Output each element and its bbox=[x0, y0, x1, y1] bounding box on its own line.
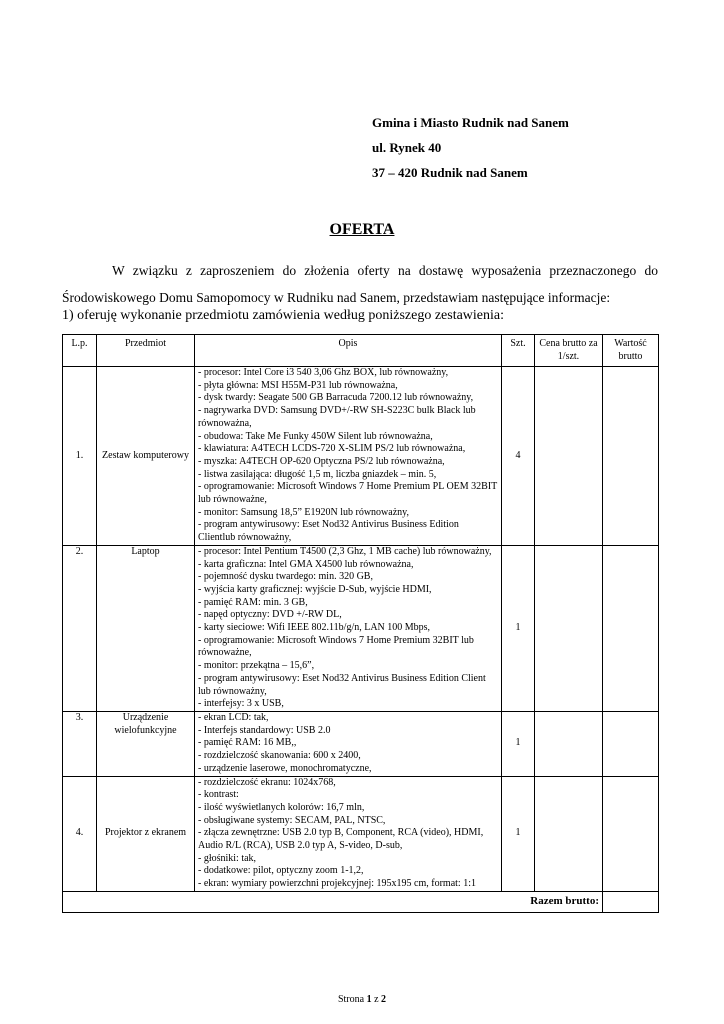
row-price-cell bbox=[535, 711, 603, 776]
description-line: - karta graficzna: Intel GMA X4500 lub równoważna, bbox=[198, 558, 414, 570]
description-line: - dodatkowe: pilot, optyczny zoom 1-1,2, bbox=[198, 865, 364, 877]
description-line: - urządzenie laserowe, monochromatyczne, bbox=[198, 762, 372, 774]
table-header-row bbox=[63, 335, 659, 367]
description-line: - karty sieciowe: Wifi IEEE 802.11b/g/n, LAN 100 Mbps, bbox=[198, 622, 431, 634]
table-row bbox=[63, 711, 659, 776]
point-1: 1) oferuję wykonanie przedmiotu zamówienia według poniższego zestawienia: bbox=[62, 308, 505, 323]
row-qty: 1 bbox=[502, 711, 535, 776]
intro-text: W związku z zaproszeniem do złożenia oferty na dostawę wyposażenia przeznaczonego do Środowiskowego Domu Samopomocy w Rudniku nad Sanem, przedstawiam następujące informacje: bbox=[62, 263, 658, 305]
row-item: Laptop bbox=[97, 545, 195, 711]
row-lp: 2. bbox=[63, 545, 97, 711]
row-item: Projektor z ekranem bbox=[97, 776, 195, 891]
total-value-cell bbox=[603, 891, 659, 912]
description-line: - wyjścia karty graficznej: wyjście D-Sub, wyjście HDMI, bbox=[198, 583, 432, 595]
description-line: - ekran LCD: tak, bbox=[198, 711, 269, 723]
page-footer bbox=[0, 994, 724, 1005]
address-line-1: Gmina i Miasto Rudnik nad Sanem bbox=[372, 115, 569, 130]
row-item: Urządzenie wielofunkcyjne bbox=[97, 711, 195, 776]
row-description bbox=[195, 545, 502, 711]
recipient-address bbox=[372, 110, 569, 185]
header-qty: Szt. bbox=[502, 335, 535, 367]
document-title: OFERTA bbox=[329, 221, 395, 238]
footer-total: 2 bbox=[381, 994, 387, 1005]
intro-paragraph bbox=[62, 257, 658, 311]
description-line: - procesor: Intel Core i3 540 3,06 Ghz BOX, lub równoważny, bbox=[198, 367, 449, 378]
table-row bbox=[63, 776, 659, 891]
description-line: - dysk twardy: Seagate 500 GB Barracuda 7200.12 lub równoważny, bbox=[198, 392, 474, 404]
row-qty: 4 bbox=[502, 367, 535, 546]
offer-table bbox=[62, 334, 659, 913]
footer-middle: z bbox=[371, 994, 382, 1005]
row-description bbox=[195, 711, 502, 776]
row-item: Zestaw komputerowy bbox=[97, 367, 195, 546]
address-line-3: 37 – 420 Rudnik nad Sanem bbox=[372, 165, 528, 180]
row-lp: 4. bbox=[63, 776, 97, 891]
description-line: - płyta główna: MSI H55M-P31 lub równoważna, bbox=[198, 379, 398, 391]
row-value-cell bbox=[603, 545, 659, 711]
description-line: - obudowa: Take Me Funky 450W Silent lub równoważna, bbox=[198, 430, 433, 442]
address-line-2: ul. Rynek 40 bbox=[372, 140, 442, 155]
description-line: - złącza zewnętrzne: USB 2.0 typ B, Component, RCA (video), HDMI, Audio R/L (RCA), USB 2.0 typ A, S-video, D-sub, bbox=[198, 827, 484, 852]
row-price-cell bbox=[535, 776, 603, 891]
description-line: - pamięć RAM: min. 3 GB, bbox=[198, 596, 308, 608]
description-line: - listwa zasilająca: długość 1,5 m, liczba gniazdek – min. 5, bbox=[198, 468, 437, 480]
description-line: - oprogramowanie: Microsoft Windows 7 Home Premium PL OEM 32BIT lub równoważne, bbox=[198, 481, 498, 506]
row-description bbox=[195, 367, 502, 546]
table-row bbox=[63, 367, 659, 546]
row-lp: 3. bbox=[63, 711, 97, 776]
description-line: - nagrywarka DVD: Samsung DVD+/-RW SH-S223C bulk Black lub równoważna, bbox=[198, 405, 476, 429]
description-line: - pojemność dysku twardego: min. 320 GB, bbox=[198, 571, 373, 583]
footer-page: 1 bbox=[366, 994, 372, 1005]
header-price: Cena brutto za 1/szt. bbox=[535, 335, 603, 367]
description-line: - procesor: Intel Pentium T4500 (2,3 Ghz, 1 MB cache) lub równoważny, bbox=[198, 545, 492, 557]
description-line: - ekran: wymiary powierzchni projekcyjnej: 195x195 cm, format: 1:1 bbox=[198, 878, 476, 890]
description-line: - monitor: przekątna – 15,6”, bbox=[198, 660, 315, 672]
description-line: - myszka: A4TECH OP-620 Optyczna PS/2 lub równoważna, bbox=[198, 455, 445, 467]
row-qty: 1 bbox=[502, 545, 535, 711]
total-label: Razem brutto: bbox=[63, 891, 603, 912]
header-value: Wartość brutto bbox=[603, 335, 659, 367]
row-qty: 1 bbox=[502, 776, 535, 891]
description-line: - oprogramowanie: Microsoft Windows 7 Home Premium 32BIT lub równoważne, bbox=[198, 634, 474, 659]
description-line: - głośniki: tak, bbox=[198, 852, 257, 864]
row-value-cell bbox=[603, 367, 659, 546]
description-line: - klawiatura: A4TECH LCDS-720 X-SLIM PS/2 lub równoważna, bbox=[198, 443, 466, 455]
description-line: - monitor: Samsung 18,5” E1920N lub równoważny, bbox=[198, 506, 409, 518]
row-value-cell bbox=[603, 776, 659, 891]
description-line: - kontrast: bbox=[198, 789, 239, 801]
description-line: - interfejsy: 3 x USB, bbox=[198, 698, 284, 710]
footer-prefix: Strona bbox=[337, 994, 367, 1005]
row-lp: 1. bbox=[63, 367, 97, 546]
description-line: - rozdzielczość skanowania: 600 x 2400, bbox=[198, 750, 361, 762]
description-line: - napęd optyczny: DVD +/-RW DL, bbox=[198, 609, 342, 621]
description-line: - ilość wyświetlanych kolorów: 16,7 mln, bbox=[198, 801, 365, 813]
description-line: - program antywirusowy: Eset Nod32 Antivirus Business Edition Clientlub równoważny, bbox=[198, 519, 459, 544]
row-price-cell bbox=[535, 367, 603, 546]
header-lp: L.p. bbox=[63, 335, 97, 367]
description-line: - Interfejs standardowy: USB 2.0 bbox=[198, 724, 331, 736]
description-line: - obsługiwane systemy: SECAM, PAL, NTSC, bbox=[198, 814, 386, 826]
row-description bbox=[195, 776, 502, 891]
row-value-cell bbox=[603, 711, 659, 776]
header-item: Przedmiot bbox=[97, 335, 195, 367]
description-line: - program antywirusowy: Eset Nod32 Antivirus Business Edition Client lub równoważny, bbox=[198, 672, 486, 697]
header-desc: Opis bbox=[195, 335, 502, 367]
table-row bbox=[63, 545, 659, 711]
row-price-cell bbox=[535, 545, 603, 711]
description-line: - rozdzielczość ekranu: 1024x768, bbox=[198, 776, 336, 788]
description-line: - pamięć RAM: 16 MB,, bbox=[198, 737, 297, 749]
total-row bbox=[63, 891, 659, 912]
